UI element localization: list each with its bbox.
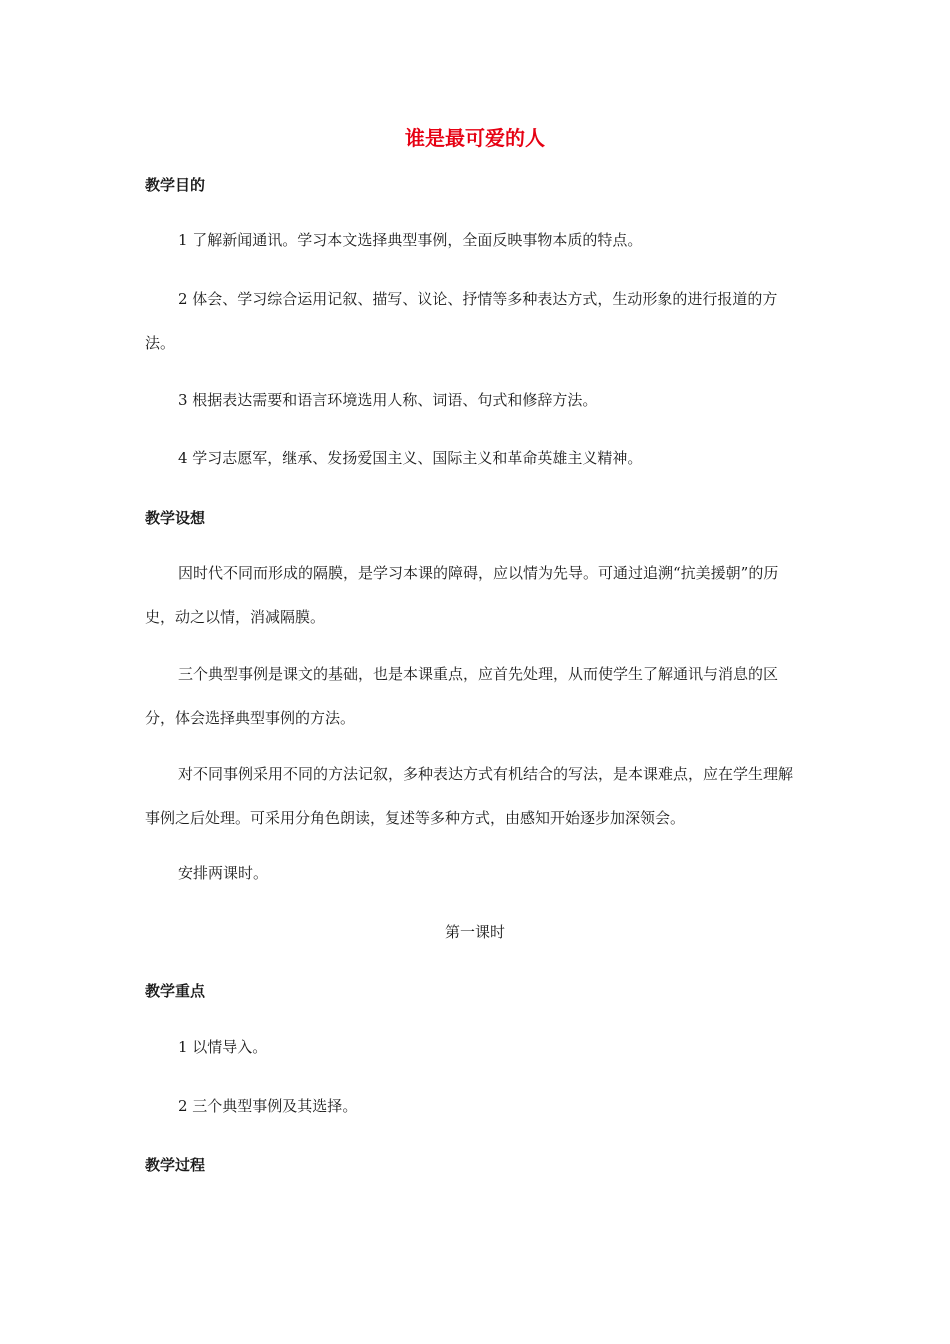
goal-item-4: 4 学习志愿军，继承、发扬爱国主义、国际主义和革命英雄主义精神。 (178, 449, 643, 467)
design-paragraph-4: 安排两课时。 (178, 864, 269, 882)
heading-teaching-process: 教学过程 (145, 1156, 206, 1174)
heading-teaching-goals: 教学目的 (145, 176, 206, 194)
goal-item-3: 3 根据表达需要和语言环境选用人称、词语、句式和修辞方法。 (178, 391, 598, 409)
heading-key-points: 教学重点 (145, 982, 206, 1000)
design-paragraph-1: 因时代不同而形成的隔膜，是学习本课的障碍，应以情为先导。可通过追溯“抗美援朝”的历史，动之以情，消减隔膜。 (145, 564, 779, 626)
document-title: 谁是最可爱的人 (405, 126, 545, 150)
design-paragraph-3: 对不同事例采用不同的方法记叙，多种表达方式有机结合的写法，是本课难点，应在学生理解事例之后处理。可采用分角色朗读，复述等多种方式，由感知开始逐步加深领会。 (145, 765, 794, 827)
design-paragraph-2: 三个典型事例是课文的基础，也是本课重点，应首先处理，从而使学生了解通讯与消息的区分，体会选择典型事例的方法。 (145, 665, 779, 727)
key-point-item-1: 1 以情导入。 (178, 1038, 268, 1056)
key-point-item-2: 2 三个典型事例及其选择。 (178, 1097, 358, 1115)
heading-teaching-design: 教学设想 (145, 509, 206, 527)
lesson-one-label: 第一课时 (444, 923, 505, 941)
goal-item-1: 1 了解新闻通讯。学习本文选择典型事例，全面反映事物本质的特点。 (178, 231, 643, 249)
goal-item-2: 2 体会、学习综合运用记叙、描写、议论、抒情等多种表达方式，生动形象的进行报道的方法。 (145, 290, 778, 352)
